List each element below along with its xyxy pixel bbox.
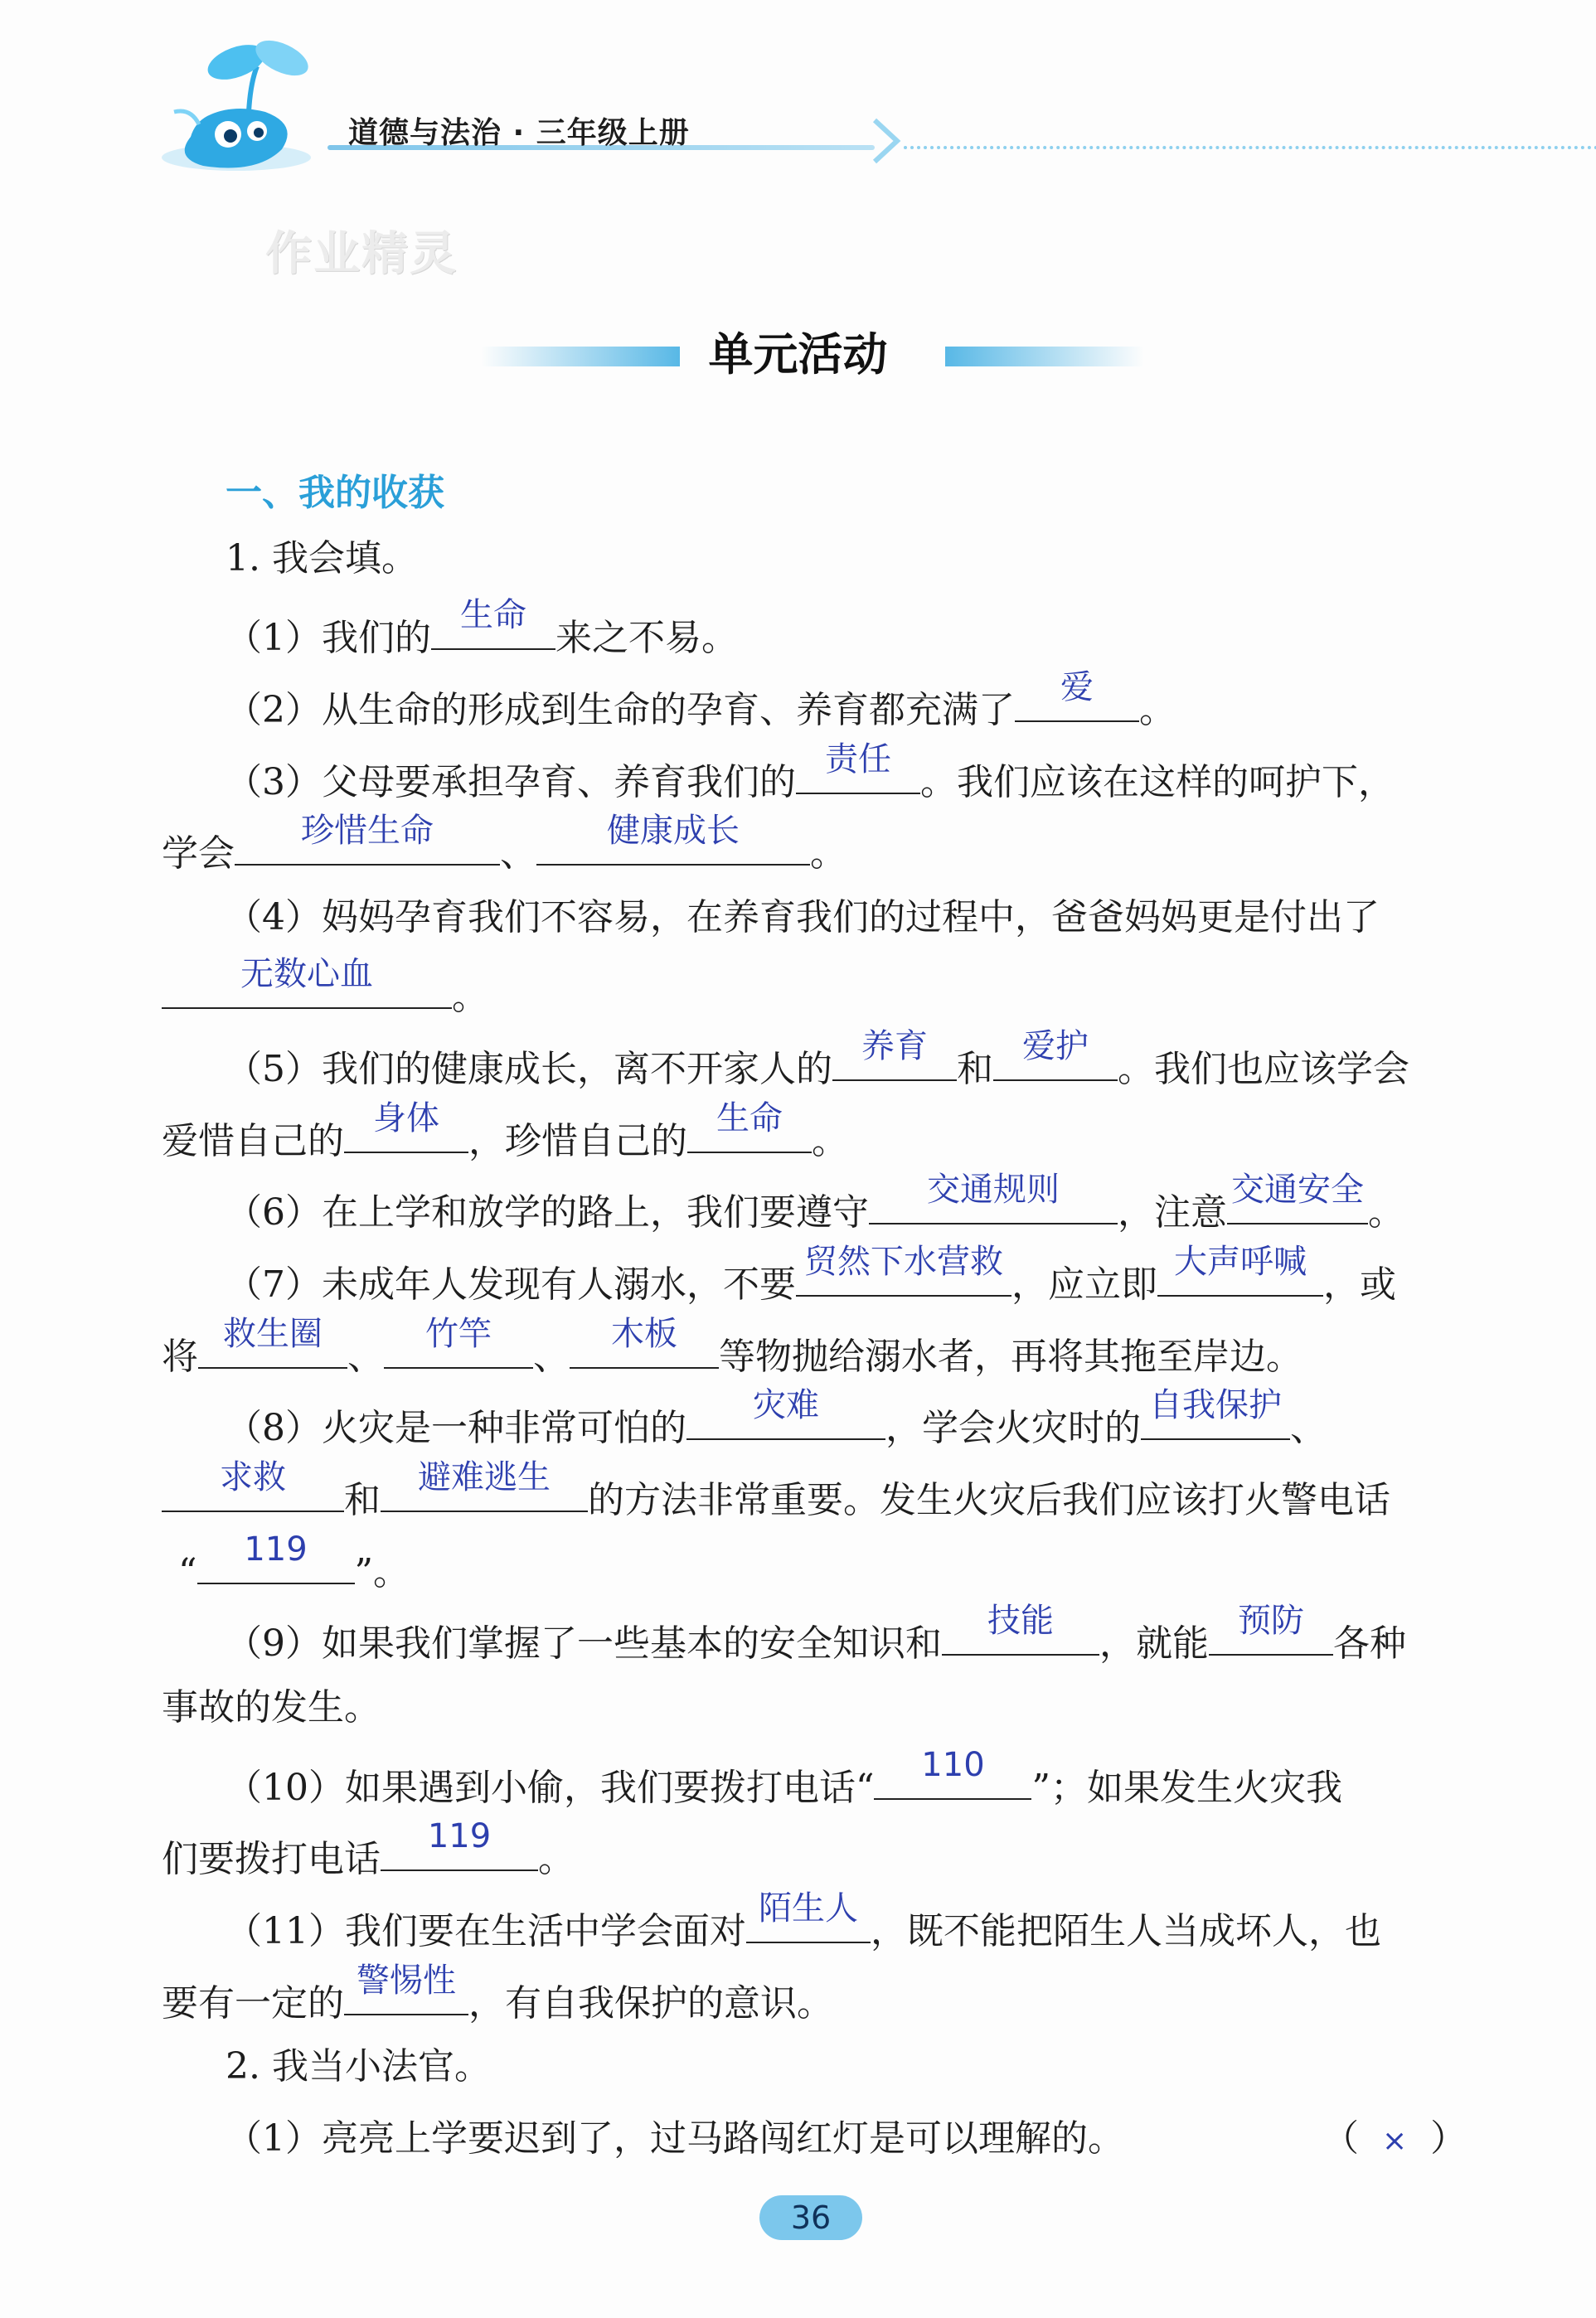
answer-blank bbox=[832, 1027, 957, 1081]
text: 要有一定的 bbox=[162, 1982, 344, 2025]
answer: 交通安全 bbox=[1231, 1171, 1364, 1209]
answer-blank bbox=[431, 596, 555, 650]
answer-blank bbox=[235, 812, 500, 866]
text: ，珍惜自己的 bbox=[468, 1120, 687, 1162]
item-1 bbox=[226, 596, 1459, 663]
answer-blank bbox=[344, 1099, 468, 1153]
item-9 bbox=[226, 1602, 1459, 1669]
answer-blank bbox=[1227, 1171, 1368, 1224]
answer: 责任 bbox=[825, 740, 891, 778]
answer-blank bbox=[536, 812, 810, 866]
text: 。 bbox=[1139, 689, 1176, 731]
answer: 避难逃生 bbox=[418, 1458, 551, 1496]
header-dotted-line bbox=[904, 146, 1596, 149]
item-5 bbox=[226, 1027, 1459, 1094]
answer-blank bbox=[197, 1530, 355, 1584]
answer-blank bbox=[686, 1386, 885, 1440]
answer: 119 bbox=[427, 1817, 492, 1855]
text: 。 bbox=[1368, 1191, 1404, 1234]
answer: 110 bbox=[921, 1746, 985, 1784]
answer-blank bbox=[570, 1315, 719, 1369]
paren-open: （ bbox=[1322, 2117, 1359, 2160]
answer: 贸然下水营救 bbox=[804, 1243, 1003, 1281]
item-8-cont2 bbox=[162, 1530, 1459, 1598]
answer-blank bbox=[687, 1099, 812, 1153]
text: ，学会火灾时的 bbox=[885, 1407, 1141, 1449]
text: “ bbox=[178, 1551, 197, 1593]
item-8-cont bbox=[162, 1458, 1459, 1525]
answer: 陌生人 bbox=[759, 1889, 858, 1928]
answer-blank bbox=[1157, 1243, 1323, 1297]
text: （5）我们的健康成长，离不开家人的 bbox=[226, 1048, 832, 1090]
answer-blank bbox=[381, 1458, 588, 1512]
text: 等物抛给溺水者，再将其拖至岸边。 bbox=[719, 1336, 1303, 1378]
text: （11）我们要在生活中学会面对 bbox=[226, 1910, 746, 1952]
answer: 身体 bbox=[373, 1099, 439, 1137]
answer: 养育 bbox=[861, 1027, 928, 1065]
answer-blank bbox=[162, 955, 452, 1009]
answer: 预防 bbox=[1238, 1602, 1304, 1640]
text: 。我们应该在这样的呵护下， bbox=[920, 761, 1395, 803]
item-4 bbox=[226, 893, 1459, 943]
question-heading: 1. 我会填。 bbox=[226, 537, 418, 580]
judge-item-1 bbox=[226, 2114, 1459, 2164]
text: 。 bbox=[452, 976, 488, 1018]
answer: 生命 bbox=[460, 596, 526, 634]
answer: 119 bbox=[244, 1530, 308, 1569]
text: 、 bbox=[347, 1336, 384, 1378]
answer-blank bbox=[796, 740, 920, 794]
text: （4）妈妈孕育我们不容易，在养育我们的过程中，爸爸妈妈更是付出了 bbox=[226, 896, 1380, 938]
text: 爱惜自己的 bbox=[162, 1120, 344, 1162]
text: （9）如果我们掌握了一些基本的安全知识和 bbox=[226, 1622, 942, 1665]
text: 各种 bbox=[1333, 1622, 1406, 1665]
answer: 木板 bbox=[611, 1315, 677, 1353]
question-heading: 2. 我当小法官。 bbox=[226, 2045, 491, 2088]
item-11-cont bbox=[162, 1962, 1459, 2029]
text: 将 bbox=[162, 1336, 198, 1378]
item-6 bbox=[226, 1171, 1459, 1238]
header-arrow-icon bbox=[871, 116, 904, 166]
text: 。 bbox=[812, 1120, 848, 1162]
text: （7）未成年人发现有人溺水，不要 bbox=[226, 1263, 796, 1306]
answer: 灾难 bbox=[753, 1386, 819, 1424]
text: 、 bbox=[1290, 1407, 1327, 1449]
item-10-cont bbox=[162, 1817, 1459, 1884]
answer-blank bbox=[1015, 668, 1139, 722]
answer-blank bbox=[796, 1243, 1011, 1297]
answer: 珍惜生命 bbox=[301, 812, 434, 850]
sprout-mascot-logo bbox=[158, 33, 340, 182]
item-8 bbox=[226, 1386, 1459, 1453]
item-10 bbox=[226, 1746, 1459, 1813]
text: （3）父母要承担孕育、养育我们的 bbox=[226, 761, 796, 803]
answer: 健康成长 bbox=[607, 812, 740, 850]
judge-answer-box bbox=[1322, 2108, 1467, 2161]
answer-blank bbox=[869, 1171, 1118, 1224]
item-7 bbox=[226, 1243, 1459, 1310]
text: ，或 bbox=[1323, 1263, 1396, 1306]
text: 。我们也应该学会 bbox=[1118, 1048, 1409, 1090]
text: 学会 bbox=[162, 832, 235, 875]
answer-blank bbox=[874, 1746, 1031, 1800]
text: （2）从生命的形成到生命的孕育、养育都充满了 bbox=[226, 689, 1015, 731]
text: （1）亮亮上学要迟到了，过马路闯红灯是可以理解的。 bbox=[226, 2117, 1124, 2160]
text: （6）在上学和放学的路上，我们要遵守 bbox=[226, 1191, 869, 1234]
text: 。 bbox=[810, 832, 847, 875]
answer: 自我保护 bbox=[1149, 1386, 1282, 1424]
text: （1）我们的 bbox=[226, 617, 431, 659]
answer-blank bbox=[1141, 1386, 1290, 1440]
answer: 求救 bbox=[220, 1458, 286, 1496]
answer: 爱 bbox=[1060, 668, 1094, 706]
text: ，应立即 bbox=[1011, 1263, 1157, 1306]
text: ”；如果发生火灾我 bbox=[1031, 1767, 1342, 1809]
text: 、 bbox=[533, 1336, 570, 1378]
text: ，有自我保护的意识。 bbox=[468, 1982, 833, 2025]
paren-close: ） bbox=[1430, 2117, 1467, 2160]
book-title: 道德与法治 · 三年级上册 bbox=[348, 116, 690, 150]
text: 。 bbox=[538, 1838, 575, 1880]
page-number: 36 bbox=[759, 2195, 862, 2240]
text: 来之不易。 bbox=[555, 617, 738, 659]
item-3 bbox=[226, 740, 1459, 807]
answer-blank bbox=[993, 1027, 1118, 1081]
text: 的方法非常重要。发生火灾后我们应该打火警电话 bbox=[588, 1479, 1390, 1521]
text: 、 bbox=[500, 832, 536, 875]
answer-mark: × bbox=[1382, 2124, 1408, 2158]
answer-blank bbox=[344, 1962, 468, 2015]
answer-blank bbox=[198, 1315, 347, 1369]
answer-blank bbox=[384, 1315, 533, 1369]
text: 们要拨打电话 bbox=[162, 1838, 381, 1880]
answer: 技能 bbox=[987, 1602, 1054, 1640]
answer-blank bbox=[942, 1602, 1099, 1656]
answer: 大声呼喊 bbox=[1174, 1243, 1307, 1281]
text: ，既不能把陌生人当成坏人，也 bbox=[871, 1910, 1381, 1952]
item-7-cont bbox=[162, 1315, 1459, 1382]
answer: 生命 bbox=[716, 1099, 783, 1137]
item-5-cont bbox=[162, 1099, 1459, 1166]
item-4-cont bbox=[162, 955, 1459, 1022]
section-title: 单元活动 bbox=[708, 327, 888, 381]
answer: 救生圈 bbox=[223, 1315, 323, 1353]
answer: 无数心血 bbox=[240, 955, 373, 993]
answer-blank bbox=[746, 1889, 871, 1943]
item-9-cont bbox=[162, 1683, 1459, 1733]
text: ，注意 bbox=[1118, 1191, 1227, 1234]
answer: 爱护 bbox=[1022, 1027, 1089, 1065]
text: ，就能 bbox=[1099, 1622, 1209, 1665]
part-title: 一、我的收获 bbox=[226, 472, 444, 514]
answer: 警惕性 bbox=[357, 1962, 456, 2000]
text: （10）如果遇到小偷，我们要拨打电话“ bbox=[226, 1767, 875, 1809]
text: （8）火灾是一种非常可怕的 bbox=[226, 1407, 686, 1449]
text: ”。 bbox=[354, 1551, 410, 1593]
answer-blank bbox=[381, 1817, 538, 1871]
answer: 竹竿 bbox=[425, 1315, 492, 1353]
page-header bbox=[158, 33, 1484, 182]
answer-blank bbox=[162, 1458, 344, 1512]
item-11 bbox=[226, 1889, 1459, 1957]
text: 事故的发生。 bbox=[162, 1686, 381, 1729]
text: 和 bbox=[344, 1479, 381, 1521]
answer: 交通规则 bbox=[927, 1171, 1060, 1209]
watermark: 作业精灵 bbox=[265, 227, 458, 281]
item-2 bbox=[226, 668, 1459, 735]
item-3-cont bbox=[162, 812, 1459, 879]
answer-blank bbox=[1209, 1602, 1333, 1656]
text: 和 bbox=[957, 1048, 993, 1090]
